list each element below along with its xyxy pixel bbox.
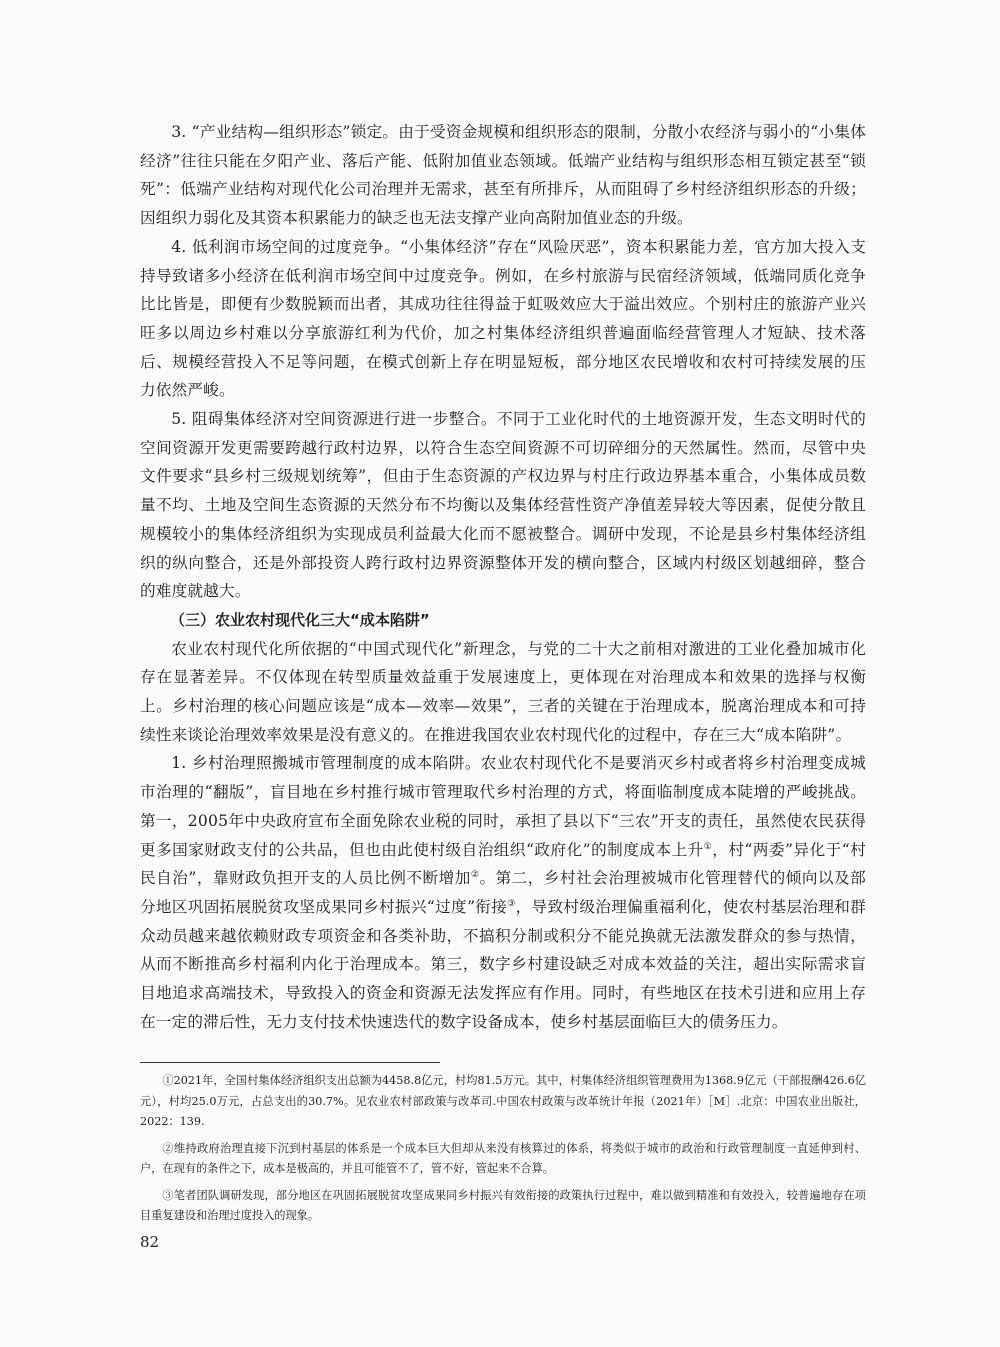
footnote-ref-2[interactable]: ② xyxy=(470,870,480,881)
footnote-1: ①2021年，全国村集体经济组织支出总额为4458.8亿元，村均81.5万元。其中，村集体经济组织管理费用为1368.9亿元（干部报酬426.6亿元），村均25.0万元，占总支出的30.7%。见农业农村部政策与改革司.中国农村政策与改革统计年报（2021年）［M］.北京：中国农业出版社，2022：139. xyxy=(140,1074,866,1128)
paragraph-industry-structure-lock: 3. “产业结构—组织形态”锁定。由于受资金规模和组织形态的限制，分散小农经济与弱小的“小集体经济”往往只能在夕阳产业、落后产能、低附加值业态领域。低端产业结构与组织形态相互锁定甚至“锁死”：低端产业结构对现代化公司治理并无需求，甚至有所排斥，从而阻碍了乡村经济组织形态的升级；因组织力弱化及其资本积累能力的缺乏也无法支撑产业向高附加值业态的升级。 xyxy=(140,123,866,228)
main-text xyxy=(140,118,866,1037)
footnote-ref-1[interactable]: ① xyxy=(703,841,713,852)
paragraph-urban-management-cost-trap xyxy=(140,749,866,1036)
footnote-2: ②维持政府治理直接下沉到村基层的体系是一个成本巨大但却从来没有核算过的体系，将类似于城市的政治和行政管理制度一直延伸到村、户，在现有的条件之下，成本是极高的，并且可能管不了，管不好，管起来不合算。 xyxy=(140,1141,866,1175)
paragraph-text-segment: 1. 乡村治理照搬城市管理制度的成本陷阱。农业农村现代化不是要消灭乡村或者将乡村治理变成城市治理的“翻版”，盲目地在乡村推行城市管理取代乡村治理的方式，将面临制度成本陡增的严峻挑战。第一，2005年中央政府宣布全面免除农业税的同时，承担了县以下“三农”开支的责任，虽然使农民获得更多国家财政支付的公共品，但也由此使村级自治组织“政府化”的制度成本上升 xyxy=(140,754,866,859)
paragraph-text-segment: 。第二，乡村社会治理被城市化管理替代的倾向以及部分地区巩固拓展脱贫攻坚成果同乡村振兴“过度”衔接 xyxy=(140,869,866,916)
paragraph-intro-cost-traps: 农业农村现代化所依据的“中国式现代化”新理念，与党的二十大之前相对激进的工业化叠加城市化存在显著差异。不仅体现在转型质量效益重于发展速度上，更体现在对治理成本和效果的选择与权衡上。乡村治理的核心问题应该是“成本—效率—效果”，三者的关键在于治理成本，脱离治理成本和可持续性来谈论治理效率效果是没有意义的。在推进我国农业农村现代化的过程中，存在三大“成本陷阱”。 xyxy=(140,639,866,744)
footnote-ref-3[interactable]: ③ xyxy=(507,898,516,909)
page-number: 82 xyxy=(140,1233,160,1251)
paragraph-spatial-resource-integration: 5. 阻碍集体经济对空间资源进行进一步整合。不同于工业化时代的土地资源开发，生态文明时代的空间资源开发更需要跨越行政村边界，以符合生态空间资源不可切碎细分的天然属性。然而，尽管中央文件要求“县乡村三级规划统筹”，但由于生态资源的产权边界与村庄行政边界基本重合，小集体成员数量不均、土地及空间生态资源的天然分布不均衡以及集体经营性资产净值差异较大等因素，促使分散且规模较小的集体经济组织为实现成员利益最大化而不愿被整合。调研中发现，不论是县乡村集体经济组织的纵向整合，还是外部投资人跨行政村边界资源整体开发的横向整合，区域内村级区划越细碎，整合的难度就越大。 xyxy=(140,410,866,601)
footnote-3: ③笔者团队调研发现，部分地区在巩固拓展脱贫攻坚成果同乡村振兴有效衔接的政策执行过程中，难以做到精准和有效投入，较普遍地存在项目重复建设和治理过度投入的现象。 xyxy=(140,1188,866,1222)
paragraph-text-segment: ，村“两委”异化于“村民自治”，靠财政负担开支的人员比例不断增加 xyxy=(140,840,866,888)
footnotes xyxy=(140,1071,866,1233)
section-subheading: （三）农业农村现代化三大“成本陷阱” xyxy=(170,610,430,629)
footnote-divider xyxy=(140,1062,440,1063)
paragraph-text-segment: ，导致村级治理偏重福利化，使农村基层治理和群众动员越来越依赖财政专项资金和各类补助，不搞积分制或积分不能兑换就无法激发群众的参与热情，从而不断推高乡村福利内化于治理成本。第三，数字乡村建设缺乏对成本效益的关注，超出实际需求盲目地追求高端技术，导致投入的资金和资源无法发挥应有作用。同时，有些地区在技术引进和应用上存在一定的滞后性，无力支付技术快速迭代的数字设备成本，使乡村基层面临巨大的债务压力。 xyxy=(140,897,866,1031)
paragraph-low-profit-competition: 4. 低利润市场空间的过度竞争。“小集体经济”存在“风险厌恶”，资本积累能力差，官方加大投入支持导致诸多小经济在低利润市场空间中过度竞争。例如，在乡村旅游与民宿经济领域，低端同质化竞争比比皆是，即便有少数脱颖而出者，其成功往往得益于虹吸效应大于溢出效应。个别村庄的旅游产业兴旺多以周边乡村难以分享旅游红利为代价，加之村集体经济组织普遍面临经营管理人才短缺、技术落后、规模经营投入不足等问题，在模式创新上存在明显短板，部分地区农民增收和农村可持续发展的压力依然严峻。 xyxy=(140,237,866,400)
